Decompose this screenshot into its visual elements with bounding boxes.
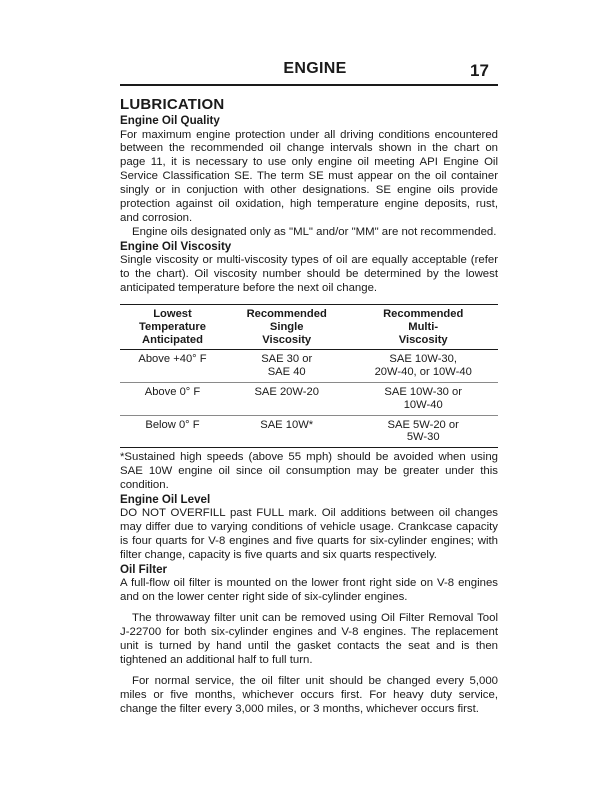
header-single-viscosity: Recommended Single Viscosity: [225, 304, 348, 349]
multi-viscosity-cell: SAE 10W-30 or 10W-40: [348, 382, 498, 415]
single-viscosity-cell: SAE 10W*: [225, 415, 348, 448]
oil-level-heading: Engine Oil Level: [120, 492, 211, 506]
temperature-cell: Above +40° F: [120, 350, 225, 383]
oil-filter-heading: Oil Filter: [120, 562, 168, 576]
oil-viscosity-heading: Engine Oil Viscosity: [120, 239, 232, 253]
header-rule: [120, 84, 498, 86]
table-row: [120, 415, 498, 448]
oil-filter-removal-paragraph: The throwaway filter unit can be removed using Oil Filter Removal Tool J-22700 for both six-cylinder engines and V-8 engines. The replacement unit is turned by hand until the gasket contacts the seat and is then tightened an additional half to full turn.: [120, 612, 498, 667]
oil-viscosity-paragraph: Single viscosity or multi-viscosity types of oil are equally acceptable (refer to the chart). Oil viscosity number should be determined by the lowest anticipated temperature before the next oil change.: [120, 254, 498, 295]
table-row: [120, 350, 498, 383]
multi-viscosity-cell: SAE 10W-30, 20W-40, or 10W-40: [348, 350, 498, 383]
page-number: 17: [470, 61, 489, 80]
page-header-title: ENGINE: [283, 60, 347, 77]
oil-filter-interval-paragraph: For normal service, the oil filter unit should be changed every 5,000 miles or five months, whichever occurs first. For heavy duty service, change the filter every 3,000 miles, or 3 months, whichever occurs first.: [120, 674, 498, 715]
oil-quality-heading: Engine Oil Quality: [120, 114, 220, 127]
single-viscosity-cell: SAE 20W-20: [225, 382, 348, 415]
multi-viscosity-cell: SAE 5W-20 or 5W-30: [348, 415, 498, 448]
single-viscosity-cell: SAE 30 or SAE 40: [225, 350, 348, 383]
oil-quality-paragraph: For maximum engine protection under all driving conditions encountered between the recommended oil change intervals shown in the chart on page 11, it is necessary to use only engine oil meeting API Engine Oil Service Classification SE. The term SE must appear on the oil container singly or in conjuction with other designations. SE engine oils provide protection against oil oxidation, high temperature engine deposits, rust, and corrosion.: [120, 128, 498, 224]
oil-designation-paragraph: Engine oils designated only as "ML" and/or "MM" are not recommended.: [132, 225, 497, 238]
header-multi-viscosity: Recommended Multi- Viscosity: [348, 304, 498, 349]
viscosity-table: [120, 304, 498, 448]
page-content: [120, 96, 498, 717]
header-lowest-temperature: Lowest Temperature Anticipated: [120, 304, 225, 349]
table-row: [120, 382, 498, 415]
oil-level-paragraph: DO NOT OVERFILL past FULL mark. Oil additions between oil changes may differ due to varying conditions of vehicle usage. Crankcase capacity is four quarts for V-8 engines and five quarts for six-cylinder engines; with filter change, capacity is five quarts and six quarts respectively.: [120, 507, 498, 562]
oil-filter-location-paragraph: A full-flow oil filter is mounted on the lower front right side on V-8 engines and on the lower center right side of six-cylinder engines.: [120, 577, 498, 604]
viscosity-table-header-row: [120, 304, 498, 349]
temperature-cell: Below 0° F: [120, 415, 225, 448]
section-title: LUBRICATION: [120, 96, 225, 113]
temperature-cell: Above 0° F: [120, 382, 225, 415]
table-footnote: *Sustained high speeds (above 55 mph) should be avoided when using SAE 10W engine oil since oil consumption may be greater under this condition.: [120, 451, 498, 491]
